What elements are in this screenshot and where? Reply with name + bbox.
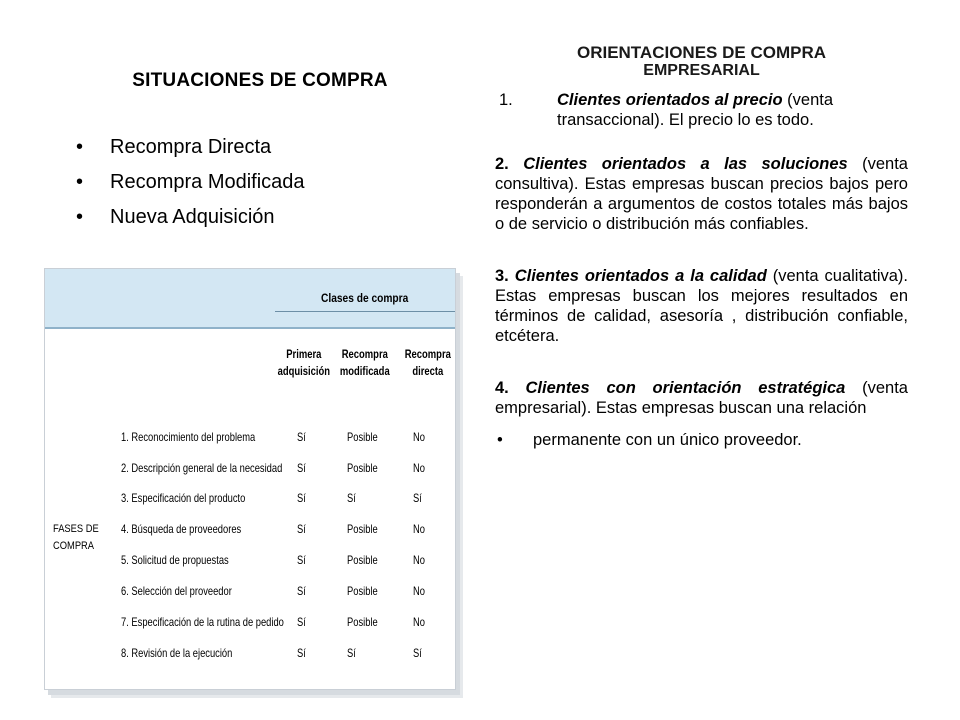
- bullet-icon: •: [497, 431, 503, 449]
- list-item: • Recompra Directa: [72, 130, 305, 165]
- column-header-directa: Recompra directa: [404, 349, 451, 378]
- table-header-title: Clases de compra: [321, 291, 409, 305]
- orientation-item-1: 1. Clientes orientados al precio (venta transaccional). El precio lo es todo.: [499, 91, 834, 129]
- table-row: 5. Solicitud de propuestas Sí Posible No: [121, 553, 425, 567]
- final-bullet: • permanente con un único proveedor.: [497, 431, 802, 449]
- header-rule: [275, 311, 455, 312]
- column-header-primera: Primera adquisición: [277, 349, 331, 378]
- left-title: SITUACIONES DE COMPRA: [132, 70, 388, 91]
- orientation-item-3: 3. Clientes orientados a la calidad (venta cualitativa). Estas empresas buscan los mejores resultados en términos de calidad, asesoría , distribución confiable, etcétera.: [495, 267, 908, 345]
- list-item: • Nueva Adquisición: [72, 200, 305, 235]
- table-row: 3. Especificación del producto Sí Sí Sí: [121, 491, 422, 505]
- purchase-situations-list: [72, 130, 305, 235]
- row-group-label: FASES DE COMPRA: [53, 523, 99, 552]
- bullet-icon: •: [76, 171, 84, 193]
- table-row: 1. Reconocimiento del problema Sí Posible No: [121, 430, 425, 444]
- bullet-icon: •: [76, 136, 84, 158]
- table-row: 2. Descripción general de la necesidad Sí Posible No: [121, 461, 425, 475]
- column-header-modificada: Recompra modificada: [339, 349, 390, 378]
- table-row: 8. Revisión de la ejecución Sí Sí Sí: [121, 646, 422, 660]
- table-header: [45, 269, 455, 329]
- right-title: ORIENTACIONES DE COMPRA EMPRESARIAL: [576, 43, 827, 79]
- orientation-item-4: 4. Clientes con orientación estratégica (venta empresarial). Estas empresas buscan una relación: [495, 379, 908, 417]
- orientation-item-2: 2. Clientes orientados a las soluciones (venta consultiva). Estas empresas buscan precios bajos pero responderán a argumentos de costos totales más bajos o de servicio o distribución más confiables.: [495, 155, 908, 233]
- bullet-icon: •: [76, 206, 84, 228]
- purchase-classes-table: [44, 268, 456, 690]
- table-row: 6. Selección del proveedor Sí Posible No: [121, 584, 425, 598]
- table-row: 7. Especificación de la rutina de pedido Sí Posible No: [121, 615, 425, 629]
- table-row: 4. Búsqueda de proveedores Sí Posible No: [121, 522, 425, 536]
- orientations-section: [495, 44, 908, 450]
- list-item: • Recompra Modificada: [72, 165, 305, 200]
